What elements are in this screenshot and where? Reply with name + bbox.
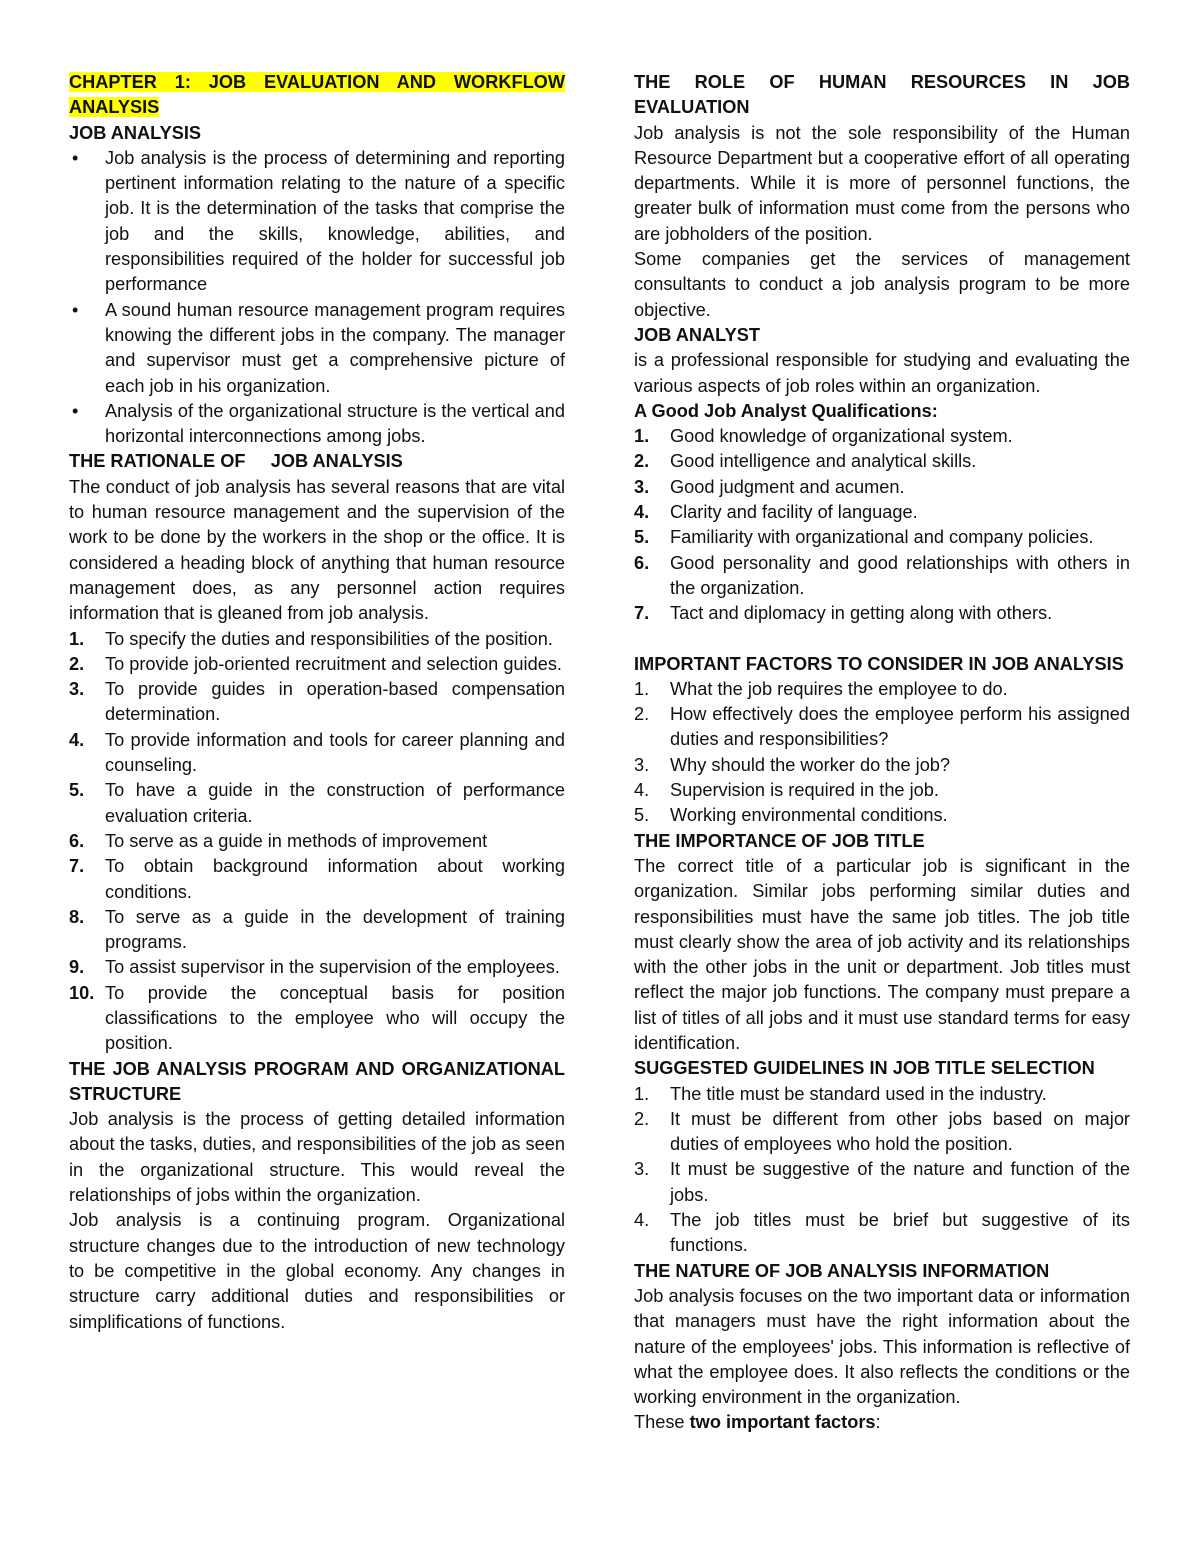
list-item-text: Good intelligence and analytical skills. [670,451,977,472]
list-number: 10. [69,982,95,1003]
bullet-icon: • [72,400,79,421]
list-item [634,753,1130,778]
list-number: 2. [634,1108,650,1129]
list-item [634,551,1130,602]
program-heading: THE JOB ANALYSIS PROGRAM AND ORGANIZATIONAL STRUCTURE [69,1058,565,1104]
qualifications-heading: A Good Job Analyst Qualifications: [634,400,938,421]
guidelines-list [634,1082,1130,1259]
qualifications-list [634,424,1130,626]
job-analyst-heading: JOB ANALYST [634,324,760,345]
list-number: 4. [634,502,650,523]
role-paragraph-1: Job analysis is not the sole responsibility of the Human Resource Department but a cooperative effort of all operating departments. While it is more of personnel functions, the greater bulk of information must come from the persons who are jobholders of the position. [634,122,1130,244]
nature-heading: THE NATURE OF JOB ANALYSIS INFORMATION [634,1260,1050,1281]
list-number: 3. [634,1159,650,1180]
list-item-text: What the job requires the employee to do. [670,678,1008,699]
list-number: 8. [69,906,85,927]
list-number: 7. [69,856,85,877]
list-number: 4. [634,780,650,801]
bullet-icon: • [72,299,79,320]
job-analyst-paragraph: is a professional responsible for studying and evaluating the various aspects of job roles within an organization. [634,350,1130,396]
list-item-text: Why should the worker do the job? [670,754,951,775]
list-number: 3. [634,476,650,497]
spacer [634,627,1130,652]
list-number: 1. [634,1083,650,1104]
list-number: 5. [634,527,650,548]
list-item [634,677,1130,702]
list-number: 1. [634,426,650,447]
list-item [69,955,565,980]
list-number: 2. [69,653,85,674]
list-item-text: To assist supervisor in the supervision of the employees. [105,957,560,978]
list-number: 3. [69,679,85,700]
list-item [634,702,1130,753]
bullet-icon: • [72,147,79,168]
list-item: • Job analysis is the process of determining and reporting pertinent information relating to the nature of a specific job. It is the determination of the tasks that comprise the job and the skills, knowledge, abilities, and responsibilities required of the holder for successful job performance [72,147,565,295]
list-number: 1. [634,678,650,699]
list-number: 2. [634,451,650,472]
list-item-text: To obtain background information about working conditions. [105,856,565,902]
two-factors-bold: two important factors [689,1412,876,1433]
list-item [69,677,565,728]
list-item-text: To provide information and tools for career planning and counseling. [105,729,565,776]
list-item [69,829,565,854]
list-number: 5. [634,805,650,826]
list-item-text: Good personality and good relationships with others in the organization. [670,552,1130,598]
guidelines-heading: SUGGESTED GUIDELINES IN JOB TITLE SELECTION [634,1058,1095,1079]
left-column [69,70,565,1335]
list-item-text: The job titles must be brief but suggestive of its functions. [670,1210,1130,1256]
list-number: 6. [634,552,650,573]
list-item [634,1157,1130,1208]
list-number: 7. [634,603,650,624]
list-item [634,1107,1130,1158]
list-item [634,424,1130,449]
list-item [634,500,1130,525]
list-number: 1. [69,628,85,649]
chapter-title [69,70,565,121]
list-item-text: How effectively does the employee perform his assigned duties and responsibilities? [670,704,1130,750]
list-item [634,1082,1130,1107]
list-item-text: Good knowledge of organizational system. [670,426,1013,447]
list-item-text: To serve as a guide in methods of improvement [105,830,488,851]
nature-paragraph: Job analysis focuses on the two important data or information that managers must have the right information about the nature of the employees' jobs. This information is reflective of what the employee does. It also reflects the conditions or the working environment in the organization. [634,1285,1130,1408]
list-item [634,475,1130,500]
list-item-text: Supervision is required in the job. [670,780,939,801]
list-number: 4. [634,1210,650,1231]
list-number: 2. [634,704,650,725]
list-item [69,652,565,677]
list-item-text: To serve as a guide in the development of training programs. [105,906,565,953]
list-item-text: It must be different from other jobs based on major duties of employees who hold the position. [670,1108,1130,1155]
list-item-text: To provide job-oriented recruitment and selection guides. [105,653,562,674]
list-item [634,525,1130,550]
job-analysis-heading: JOB ANALYSIS [69,122,202,143]
list-item [69,778,565,829]
factors-heading: IMPORTANT FACTORS TO CONSIDER IN JOB ANALYSIS [634,653,1124,674]
right-column [634,70,1130,1436]
list-item-text: Tact and diplomacy in getting along with others. [670,603,1053,624]
list-item [634,449,1130,474]
role-heading: THE ROLE OF HUMAN RESOURCES IN JOB EVALUATION [634,72,1130,118]
list-item: • Analysis of the organizational structure is the vertical and horizontal interconnections among jobs. [72,400,565,447]
list-item-text: It must be suggestive of the nature and function of the jobs. [670,1159,1130,1205]
rationale-list [69,627,565,1057]
list-item-text: Good judgment and acumen. [670,476,905,497]
list-item-text: To provide the conceptual basis for position classifications to the employee who will occupy the position. [105,982,565,1054]
list-item-text: Familiarity with organizational and company policies. [670,527,1094,548]
list-number: 5. [69,780,85,801]
list-item [69,854,565,905]
list-item-text: The title must be standard used in the industry. [670,1083,1047,1104]
list-item-text: Working environmental conditions. [670,805,948,826]
list-item-text: To specify the duties and responsibilities of the position. [105,628,553,649]
list-item [69,981,565,1057]
factors-list [634,677,1130,829]
job-title-paragraph: The correct title of a particular job is significant in the organization. Similar jobs performing similar duties and responsibilities must have the same job titles. The job title must clearly show the area of job activity and its relationships with the other jobs in the unit or department. Job titles must reflect the major job functions. The company must prepare a list of titles of all jobs and it must use standard terms for easy identification. [634,855,1130,1053]
list-number: 3. [634,754,650,775]
list-item [634,601,1130,626]
list-item-text: Clarity and facility of language. [670,502,918,523]
nature-last-line: These two important factors: [634,1412,881,1433]
list-item [634,778,1130,803]
list-item [634,1208,1130,1259]
list-number: 9. [69,957,85,978]
list-item-text: To provide guides in operation-based compensation determination. [105,679,565,725]
chapter-title-text: CHAPTER 1: JOB EVALUATION AND WORKFLOW ANALYSIS [69,72,565,118]
rationale-heading: THE RATIONALE OF JOB ANALYSIS [69,451,403,472]
rationale-paragraph: The conduct of job analysis has several reasons that are vital to human resource management and the supervision of the work to be done by the workers in the shop or the office. It is considered a heading block of anything that human resource management does, as any personnel action requires information that is gleaned from job analysis. [69,476,565,624]
list-item: • A sound human resource management program requires knowing the different jobs in the company. The manager and supervisor must get a comprehensive picture of each job in his organization. [72,299,565,396]
list-item [634,803,1130,828]
list-item-text: To have a guide in the construction of performance evaluation criteria. [105,780,565,826]
role-paragraph-2: Some companies get the services of management consultants to conduct a job analysis program to be more objective. [634,249,1130,320]
list-item [69,627,565,652]
list-item [69,905,565,956]
list-item [69,728,565,779]
job-analysis-bullets [69,146,565,450]
program-paragraph-2: Job analysis is a continuing program. Organizational structure changes due to the introduction of new technology to be competitive in the global economy. Any changes in structure carry additional duties and responsibilities or simplifications of functions. [69,1210,565,1332]
job-title-heading: THE IMPORTANCE OF JOB TITLE [634,830,925,851]
list-number: 6. [69,830,85,851]
list-number: 4. [69,729,85,750]
program-paragraph-1: Job analysis is the process of getting detailed information about the tasks, duties, and responsibilities of the job as seen in the organizational structure. This would reveal the relationships of jobs within the organization. [69,1109,565,1206]
